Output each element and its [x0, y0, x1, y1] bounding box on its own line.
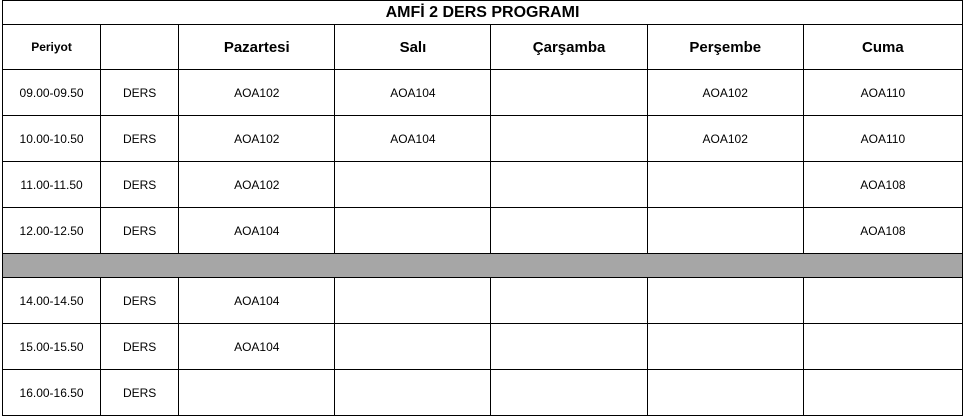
course-cell[interactable]	[647, 162, 803, 208]
course-cell[interactable]	[647, 278, 803, 324]
course-cell[interactable]: AOA102	[647, 70, 803, 116]
schedule-row	[3, 162, 963, 208]
course-cell[interactable]	[335, 324, 491, 370]
course-cell[interactable]: AOA110	[803, 116, 962, 162]
type-cell[interactable]: DERS	[101, 116, 179, 162]
schedule-sheet	[2, 0, 965, 416]
period-cell[interactable]: 09.00-09.50	[3, 70, 101, 116]
course-cell[interactable]	[647, 370, 803, 416]
course-cell[interactable]: AOA104	[179, 278, 335, 324]
header-type[interactable]	[101, 25, 179, 70]
course-cell[interactable]: AOA104	[179, 324, 335, 370]
course-cell[interactable]: AOA102	[647, 116, 803, 162]
course-cell[interactable]: AOA104	[335, 116, 491, 162]
header-day-wednesday[interactable]: Çarşamba	[491, 25, 647, 70]
period-cell[interactable]: 16.00-16.50	[3, 370, 101, 416]
schedule-row	[3, 116, 963, 162]
schedule-row	[3, 70, 963, 116]
course-cell[interactable]	[179, 370, 335, 416]
course-cell[interactable]	[335, 370, 491, 416]
course-cell[interactable]	[491, 70, 647, 116]
course-cell[interactable]	[335, 278, 491, 324]
schedule-row	[3, 278, 963, 324]
course-cell[interactable]: AOA104	[335, 70, 491, 116]
course-cell[interactable]	[491, 370, 647, 416]
course-cell[interactable]	[803, 370, 962, 416]
course-cell[interactable]: AOA102	[179, 162, 335, 208]
schedule-table	[2, 24, 963, 416]
schedule-row	[3, 324, 963, 370]
lunch-break-bar[interactable]	[3, 254, 963, 278]
lunch-break-row	[3, 254, 963, 278]
course-cell[interactable]: AOA102	[179, 70, 335, 116]
course-cell[interactable]	[491, 208, 647, 254]
header-day-thursday[interactable]: Perşembe	[647, 25, 803, 70]
type-cell[interactable]: DERS	[101, 208, 179, 254]
course-cell[interactable]: AOA102	[179, 116, 335, 162]
type-cell[interactable]: DERS	[101, 324, 179, 370]
header-periyot[interactable]: Periyot	[3, 25, 101, 70]
course-cell[interactable]: AOA108	[803, 208, 962, 254]
course-cell[interactable]: AOA108	[803, 162, 962, 208]
period-cell[interactable]: 14.00-14.50	[3, 278, 101, 324]
type-cell[interactable]: DERS	[101, 370, 179, 416]
course-cell[interactable]	[491, 278, 647, 324]
course-cell[interactable]: AOA104	[179, 208, 335, 254]
course-cell[interactable]	[335, 162, 491, 208]
header-row	[3, 25, 963, 70]
header-day-friday[interactable]: Cuma	[803, 25, 962, 70]
course-cell[interactable]	[647, 324, 803, 370]
type-cell[interactable]: DERS	[101, 278, 179, 324]
header-day-monday[interactable]: Pazartesi	[179, 25, 335, 70]
course-cell[interactable]	[491, 116, 647, 162]
course-cell[interactable]	[803, 324, 962, 370]
period-cell[interactable]: 10.00-10.50	[3, 116, 101, 162]
schedule-row	[3, 208, 963, 254]
course-cell[interactable]	[803, 278, 962, 324]
course-cell[interactable]	[491, 162, 647, 208]
course-cell[interactable]	[647, 208, 803, 254]
type-cell[interactable]: DERS	[101, 70, 179, 116]
schedule-row	[3, 370, 963, 416]
header-day-tuesday[interactable]: Salı	[335, 25, 491, 70]
period-cell[interactable]: 15.00-15.50	[3, 324, 101, 370]
course-cell[interactable]	[335, 208, 491, 254]
period-cell[interactable]: 11.00-11.50	[3, 162, 101, 208]
type-cell[interactable]: DERS	[101, 162, 179, 208]
schedule-title: AMFİ 2 DERS PROGRAMI	[2, 0, 963, 24]
course-cell[interactable]: AOA110	[803, 70, 962, 116]
period-cell[interactable]: 12.00-12.50	[3, 208, 101, 254]
course-cell[interactable]	[491, 324, 647, 370]
